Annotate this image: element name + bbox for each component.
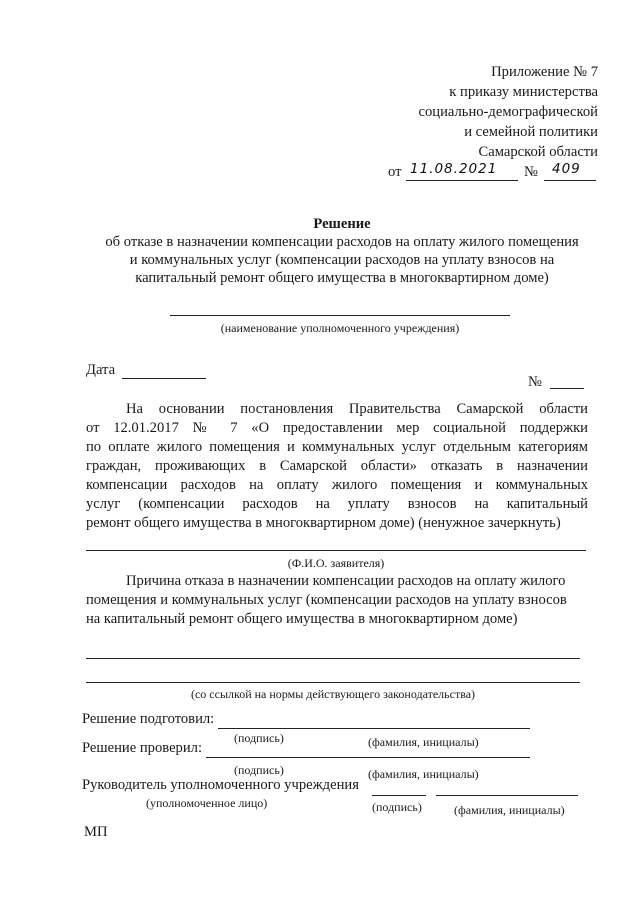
checked-name-caption: (фамилия, инициалы) <box>368 767 479 781</box>
checked-signature-caption: (подпись) <box>234 763 284 777</box>
date-label: Дата <box>86 362 116 378</box>
head-signature-caption: (подпись) <box>372 800 422 814</box>
order-date-handwritten: 11.08.2021 <box>410 161 498 177</box>
body-line-3: по оплате жилого помещения и коммунальных услуг отдельным категориям <box>86 439 588 455</box>
document-subtitle-2: и коммунальных услуг (компенсации расходов на уплату взносов на <box>129 252 555 268</box>
order-number-underline <box>544 180 596 181</box>
prepared-by-line <box>218 728 530 729</box>
document-subtitle-1: об отказе в назначении компенсации расходов на оплату жилого помещения <box>105 234 579 250</box>
order-number-handwritten: 409 <box>552 161 581 177</box>
header-line-3: социально-демографической <box>418 104 598 120</box>
number-line <box>550 388 584 389</box>
header-line-5: Самарской области <box>478 144 598 160</box>
header-line-4: и семейной политики <box>464 124 598 140</box>
head-signature-line <box>372 795 426 796</box>
head-label: Руководитель уполномоченного учреждения <box>82 777 359 793</box>
checked-by-line <box>206 757 530 758</box>
applicant-caption: (Ф.И.О. заявителя) <box>287 556 385 570</box>
header-line-1: Приложение № 7 <box>491 64 598 80</box>
reason-line-blank-1 <box>86 658 580 659</box>
head-name-caption: (фамилия, инициалы) <box>454 803 565 817</box>
institution-name-line <box>170 315 510 316</box>
prepared-name-caption: (фамилия, инициалы) <box>368 735 479 749</box>
stamp-place-label: МП <box>84 824 108 840</box>
body-line-5: компенсации расходов на оплату жилого помещения и коммунальных <box>86 477 588 493</box>
document-title: Решение <box>313 216 371 232</box>
body-line-1: На основании постановления Правительства Самарской области <box>126 401 588 417</box>
header-line-2: к приказу министерства <box>449 84 598 100</box>
reason-line-3: на капитальный ремонт общего имущества в многоквартирном доме) <box>86 611 518 627</box>
date-line <box>122 378 206 379</box>
document-subtitle-3: капитальный ремонт общего имущества в многоквартирном доме) <box>135 270 549 286</box>
reason-line-blank-2 <box>86 682 580 683</box>
body-line-4: граждан, проживающих в Самарской области» отказать в назначении <box>86 458 588 474</box>
checked-by-label: Решение проверил: <box>82 740 202 756</box>
number-label: № <box>528 374 542 390</box>
applicant-name-line <box>86 550 586 551</box>
reason-caption: (со ссылкой на нормы действующего законодательства) <box>190 687 476 701</box>
authorized-person-caption: (уполномоченное лицо) <box>146 796 268 810</box>
prepared-by-label: Решение подготовил: <box>82 711 215 727</box>
body-line-6: услуг (компенсации расходов на уплату взносов на капитальный <box>86 496 588 512</box>
order-date-underline <box>406 180 518 181</box>
body-line-2: от 12.01.2017 № 7 «О предоставлении мер социальной поддержки <box>86 420 588 436</box>
prepared-signature-caption: (подпись) <box>234 731 284 745</box>
reason-line-1: Причина отказа в назначении компенсации расходов на оплату жилого <box>126 573 566 589</box>
head-name-line <box>436 795 578 796</box>
reason-line-2: помещения и коммунальных услуг (компенсации расходов на уплату взносов <box>86 592 567 608</box>
order-number-prefix: № <box>524 164 538 180</box>
order-date-prefix: от <box>388 164 402 180</box>
institution-caption: (наименование уполномоченного учреждения) <box>220 321 460 335</box>
body-line-7: ремонт общего имущества в многоквартирном доме) (ненужное зачеркнуть) <box>86 515 561 531</box>
